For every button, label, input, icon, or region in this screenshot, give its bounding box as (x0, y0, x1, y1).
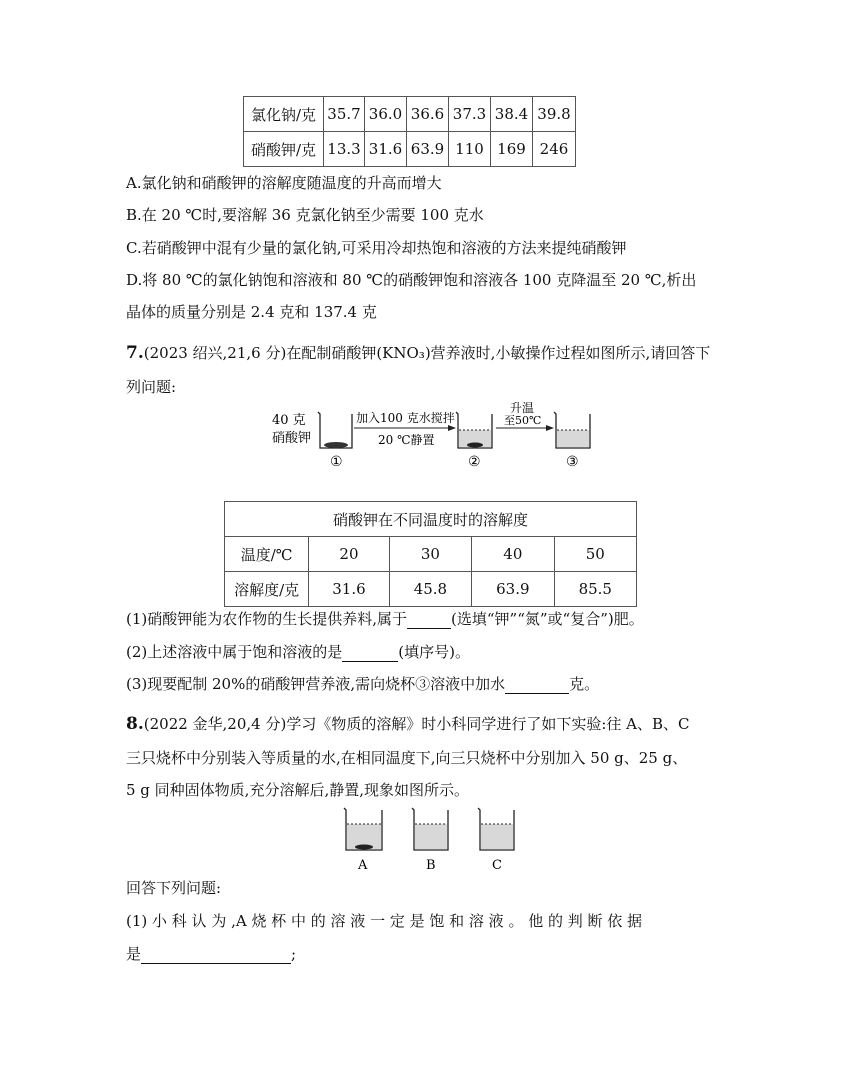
left-label-2: 硝酸钾 (272, 431, 312, 446)
table-cell: 39.8 (533, 97, 576, 132)
question-8-stem-continued-2: 5 g 同种固体物质,充分溶解后,静置,现象如图所示。 (126, 781, 469, 799)
question-text: (1)硝酸钾能为农作物的生长提供养料,属于 (126, 610, 408, 628)
arrow-1-bottom-label: 20 ℃静置 (378, 433, 435, 447)
table-cell: 45.8 (389, 572, 471, 607)
table-cell: 31.6 (365, 132, 407, 167)
question-7-part-3 (126, 674, 599, 694)
option-d-continued: 晶体的质量分别是 2.4 克和 137.4 克 (126, 303, 377, 321)
answer-blank[interactable] (342, 645, 398, 662)
row-label: 氯化钠/克 (244, 97, 324, 132)
question-8-stem (126, 714, 690, 734)
kno3-solubility-table (224, 501, 637, 607)
question-8-part-1-continued (126, 944, 296, 964)
table-caption: 硝酸钾在不同温度时的溶解度 (225, 502, 637, 537)
question-8-part-1: (1) 小 科 认 为 ,A 烧 杯 中 的 溶 液 一 定 是 饱 和 溶 液 。 他 的 判 断 依 据 (126, 912, 643, 930)
table-cell: 30 (389, 537, 471, 572)
beaker-b (412, 808, 448, 850)
arrow-2-top-label: 升温 (510, 401, 535, 415)
beaker-label-c: C (492, 858, 502, 873)
table-row (225, 572, 637, 607)
table-cell: 31.6 (309, 572, 389, 607)
question-text: (2)上述溶液中属于饱和溶液的是 (126, 643, 343, 661)
beaker-label-b: B (426, 858, 436, 873)
table-cell: 246 (533, 132, 576, 167)
table-row (244, 97, 576, 132)
beaker-label-3: ③ (566, 454, 579, 470)
question-7-part-1 (126, 609, 644, 629)
row-label: 硝酸钾/克 (244, 132, 324, 167)
table-cell: 110 (449, 132, 491, 167)
solubility-table-1 (243, 96, 576, 167)
beaker-label-a: A (358, 858, 368, 873)
arrow-2-bottom-label: 至50℃ (504, 414, 542, 427)
answer-prompt: 回答下列问题: (126, 879, 222, 897)
abc-beakers-figure (340, 804, 530, 874)
row-label: 溶解度/克 (225, 572, 309, 607)
option-d: D.将 80 ℃的氯化钠饱和溶液和 80 ℃的硝酸钾饱和溶液各 100 克降温至 20 ℃,析出 (126, 271, 697, 289)
question-text: ; (291, 945, 297, 963)
table-cell: 38.4 (491, 97, 533, 132)
question-text: 是 (126, 945, 142, 963)
table-cell: 13.3 (324, 132, 365, 167)
question-text: (3)现要配制 20%的硝酸钾营养液,需向烧杯③溶液中加水 (126, 675, 506, 693)
table-cell: 37.3 (449, 97, 491, 132)
table-cell: 40 (472, 537, 554, 572)
table-cell: 20 (309, 537, 389, 572)
table-row (244, 132, 576, 167)
kno3-procedure-figure (270, 398, 600, 472)
table-cell: 36.6 (407, 97, 449, 132)
arrow-1-top-label: 加入100 克水搅拌 (356, 411, 455, 425)
question-text: (填序号)。 (398, 643, 470, 661)
row-label: 温度/℃ (225, 537, 309, 572)
beaker-2 (456, 412, 492, 448)
answer-blank[interactable] (505, 677, 569, 694)
table-cell: 169 (491, 132, 533, 167)
table-row (225, 502, 637, 537)
table-cell: 63.9 (407, 132, 449, 167)
table-cell: 35.7 (324, 97, 365, 132)
answer-blank[interactable] (407, 612, 451, 629)
question-text: (2023 绍兴,21,6 分)在配制硝酸钾(KNO₃)营养液时,小敏操作过程如图所示,请回答下 (143, 344, 711, 362)
question-7-stem (126, 343, 710, 363)
question-text: (2022 金华,20,4 分)学习《物质的溶解》时小科同学进行了如下实验:往 A、B、C (143, 715, 690, 733)
option-a: A.氯化钠和硝酸钾的溶解度随温度的升高而增大 (126, 174, 442, 192)
question-7-stem-continued: 列问题: (126, 378, 177, 396)
option-b: B.在 20 ℃时,要溶解 36 克氯化钠至少需要 100 克水 (126, 206, 484, 224)
beaker-3 (554, 412, 590, 448)
beaker-label-1: ① (330, 454, 343, 470)
question-number: 7. (126, 343, 144, 363)
beaker-a (344, 808, 382, 850)
table-cell: 36.0 (365, 97, 407, 132)
question-text: 克。 (569, 675, 600, 693)
left-label-1: 40 克 (272, 413, 306, 428)
table-cell: 63.9 (472, 572, 554, 607)
beaker-1 (318, 412, 352, 448)
question-number: 8. (126, 714, 144, 734)
question-8-stem-continued: 三只烧杯中分别装入等质量的水,在相同温度下,向三只烧杯中分别加入 50 g、25 g、 (126, 749, 688, 767)
table-cell: 50 (554, 537, 636, 572)
beaker-label-2: ② (468, 454, 481, 470)
option-c: C.若硝酸钾中混有少量的氯化钠,可采用冷却热饱和溶液的方法来提纯硝酸钾 (126, 239, 627, 257)
question-text: (选填“钾”“氮”或“复合”)肥。 (451, 610, 644, 628)
beaker-c (478, 808, 514, 850)
question-7-part-2 (126, 642, 470, 662)
answer-blank[interactable] (141, 947, 291, 964)
table-cell: 85.5 (554, 572, 636, 607)
table-row (225, 537, 637, 572)
